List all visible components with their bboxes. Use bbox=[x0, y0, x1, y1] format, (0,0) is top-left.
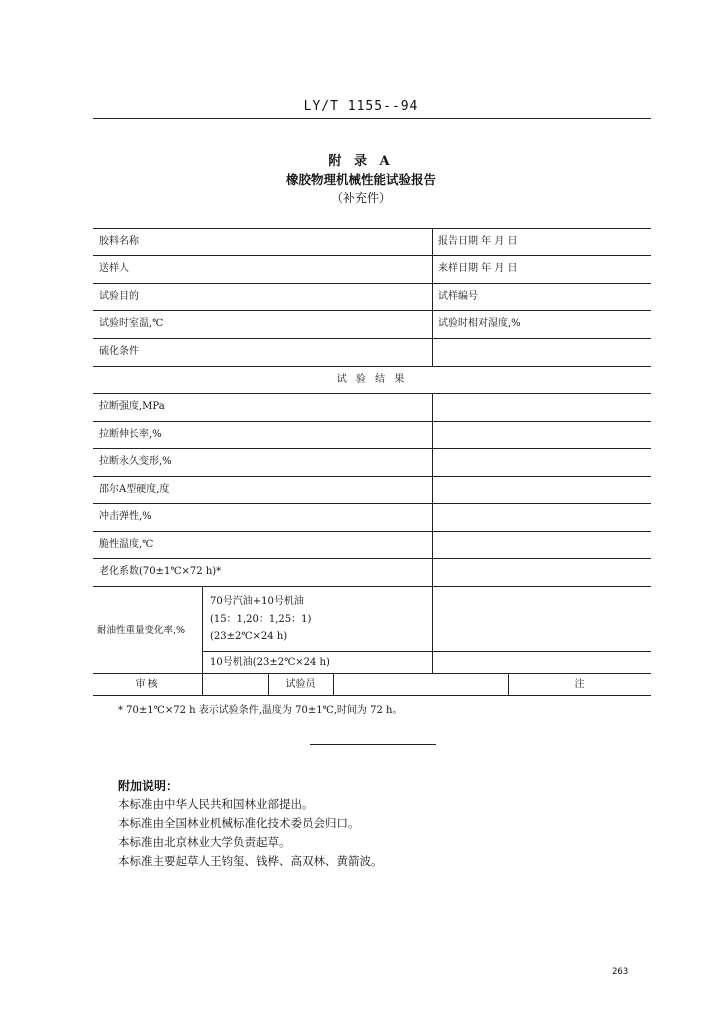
humidity-label: 试验时相对湿度,% bbox=[438, 318, 521, 329]
aging-coefficient-label: 老化系数(70±1℃×72 h)* bbox=[99, 566, 222, 577]
table-rule bbox=[93, 558, 651, 559]
permanent-set-label: 拉断永久变形,% bbox=[99, 456, 172, 467]
page-number: 263 bbox=[612, 967, 629, 977]
standard-code: LY/T 1155--94 bbox=[303, 99, 419, 114]
tensile-strength-label: 拉断强度,MPa bbox=[99, 401, 165, 412]
material-name-label: 胶料名称 bbox=[99, 236, 139, 247]
table-rule bbox=[93, 503, 651, 504]
additional-note-line: 本标准由全国林业机械标准化技术委员会归口。 bbox=[118, 816, 360, 830]
sample-date-label: 来样日期 年 月 日 bbox=[438, 263, 518, 274]
sender-label: 送样人 bbox=[99, 263, 129, 274]
table-rule bbox=[93, 366, 651, 367]
table-rule bbox=[93, 310, 651, 311]
hardness-label: 邵尔A型硬度,度 bbox=[99, 484, 170, 495]
oil-medium-2: 10号机油(23±2℃×24 h) bbox=[210, 657, 330, 668]
results-heading: 试 验 结 果 bbox=[336, 374, 408, 385]
sample-number-label: 试样编号 bbox=[438, 291, 478, 302]
appendix-subtitle: （补充件） bbox=[330, 191, 391, 205]
table-rule bbox=[432, 228, 433, 366]
appendix-title: 橡胶物理机械性能试验报告 bbox=[285, 172, 436, 187]
brittleness-temp-label: 脆性温度,℃ bbox=[99, 539, 154, 550]
additional-note-line: 本标准由北京林业大学负责起草。 bbox=[118, 835, 291, 849]
table-rule bbox=[93, 448, 651, 449]
table-rule bbox=[93, 393, 651, 394]
resilience-label: 冲击弹性,% bbox=[99, 511, 152, 522]
remark-label: 注 bbox=[574, 679, 585, 690]
table-rule bbox=[93, 476, 651, 477]
footnote: * 70±1℃×72 h 表示试验条件,温度为 70±1℃,时间为 72 h。 bbox=[118, 705, 403, 716]
table-rule bbox=[93, 586, 651, 587]
vulcanization-label: 硫化条件 bbox=[99, 346, 139, 357]
additional-note-line: 本标准由中华人民共和国林业部提出。 bbox=[118, 797, 314, 811]
oil-resistance-label: 耐油性重量变化率,% bbox=[97, 625, 186, 636]
table-rule bbox=[93, 228, 651, 229]
header-rule bbox=[93, 118, 651, 119]
table-rule bbox=[432, 393, 433, 673]
room-temp-label: 试验时室温,℃ bbox=[99, 318, 164, 329]
table-rule bbox=[93, 338, 651, 339]
table-rule bbox=[93, 255, 651, 256]
reviewer-label: 审核 bbox=[135, 679, 160, 690]
additional-notes-title: 附加说明： bbox=[118, 779, 179, 793]
oil-medium-1-line-1: 70号汽油+10号机油 bbox=[210, 596, 304, 607]
table-rule bbox=[93, 283, 651, 284]
elongation-label: 拉断伸长率,% bbox=[99, 429, 162, 440]
oil-medium-1-line-3: (23±2℃×24 h) bbox=[210, 631, 288, 642]
oil-medium-1-line-2: (15：1,20：1,25：1) bbox=[210, 614, 312, 625]
table-rule bbox=[93, 531, 651, 532]
separator-line bbox=[310, 744, 436, 745]
table-rule bbox=[93, 673, 651, 674]
table-rule bbox=[202, 586, 203, 695]
appendix-label: 附 录 A bbox=[328, 154, 394, 169]
table-rule bbox=[333, 673, 334, 695]
table-rule bbox=[93, 695, 651, 696]
table-rule bbox=[202, 651, 651, 652]
tester-label: 试验员 bbox=[285, 679, 316, 690]
test-purpose-label: 试验目的 bbox=[99, 291, 139, 302]
report-date-label: 报告日期 年 月 日 bbox=[438, 236, 518, 247]
additional-note-line: 本标准主要起草人王钧玺、钱桦、高双林、黄箭波。 bbox=[118, 854, 383, 868]
table-rule bbox=[93, 421, 651, 422]
